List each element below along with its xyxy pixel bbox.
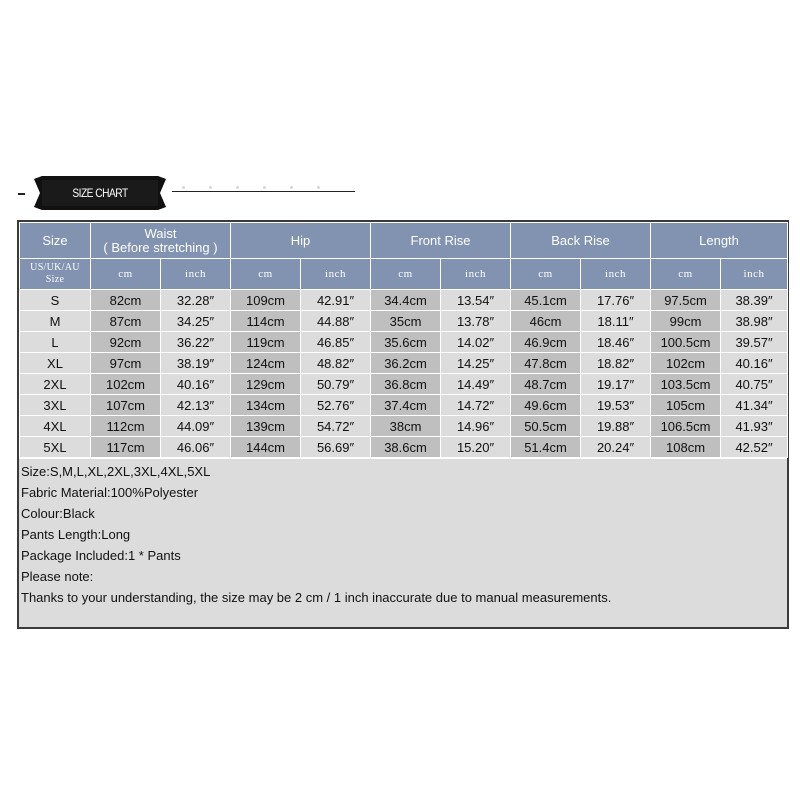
header-length: Length [651,223,788,259]
cell-waist-cm: 82cm [91,290,161,311]
table-row [20,395,788,416]
cell-front-rise-cm: 35cm [371,311,441,332]
cell-length-inch: 41.93″ [721,416,788,437]
cell-waist-inch: 42.13″ [161,395,231,416]
cell-hip-cm: 114cm [231,311,301,332]
cell-length-inch: 40.75″ [721,374,788,395]
table-row [20,353,788,374]
cell-hip-inch: 52.76″ [301,395,371,416]
header-waist [91,223,231,259]
cell-waist-cm: 87cm [91,311,161,332]
cell-front-rise-inch: 14.96″ [441,416,511,437]
cell-front-rise-inch: 14.25″ [441,353,511,374]
table-row [20,374,788,395]
cell-back-rise-cm: 50.5cm [511,416,581,437]
note-line: Fabric Material:100%Polyester [21,485,199,500]
cell-back-rise-cm: 48.7cm [511,374,581,395]
cell-length-inch: 39.57″ [721,332,788,353]
subheader-region: US/UK/AU Size [20,259,91,290]
note-line: Please note: [21,569,94,584]
cell-hip-cm: 129cm [231,374,301,395]
cell-back-rise-cm: 51.4cm [511,437,581,458]
cell-waist-cm: 92cm [91,332,161,353]
cell-back-rise-cm: 47.8cm [511,353,581,374]
cell-back-rise-inch: 20.24″ [581,437,651,458]
cell-length-cm: 102cm [651,353,721,374]
cell-length-cm: 103.5cm [651,374,721,395]
cell-back-rise-inch: 19.88″ [581,416,651,437]
cell-length-cm: 105cm [651,395,721,416]
banner-title: SIZE CHART [72,186,128,200]
note-line: Colour:Black [21,506,95,521]
cell-front-rise-inch: 14.49″ [441,374,511,395]
cell-back-rise-inch: 17.76″ [581,290,651,311]
banner-tag [34,176,166,210]
cell-hip-inch: 48.82″ [301,353,371,374]
cell-hip-inch: 50.79″ [301,374,371,395]
cell-front-rise-cm: 35.6cm [371,332,441,353]
table-row [20,437,788,458]
cell-hip-cm: 119cm [231,332,301,353]
subheader-front-rise-cm: cm [371,259,441,290]
size-label-cell: 3XL [20,395,91,416]
cell-front-rise-cm: 36.2cm [371,353,441,374]
table-row [20,311,788,332]
note-line: Size:S,M,L,XL,2XL,3XL,4XL,5XL [21,464,211,479]
cell-waist-cm: 117cm [91,437,161,458]
subheader-hip-cm: cm [231,259,301,290]
banner-dots [182,176,352,180]
header-waist-label: Waist [144,225,177,241]
cell-back-rise-inch: 18.82″ [581,353,651,374]
product-notes [19,458,787,627]
cell-length-inch: 41.34″ [721,395,788,416]
cell-back-rise-inch: 18.46″ [581,332,651,353]
note-line: Package Included:1 * Pants [21,548,181,563]
cell-front-rise-cm: 37.4cm [371,395,441,416]
cell-front-rise-inch: 14.02″ [441,332,511,353]
subheader-front-rise-inch: inch [441,259,511,290]
cell-back-rise-cm: 46cm [511,311,581,332]
note-line: Thanks to your understanding, the size may be 2 cm / 1 inch inaccurate due to manual measurements. [21,590,612,605]
banner-tick [18,193,25,195]
cell-waist-inch: 34.25″ [161,311,231,332]
cell-waist-cm: 107cm [91,395,161,416]
subheader-back-rise-cm: cm [511,259,581,290]
subheader-waist-cm: cm [91,259,161,290]
cell-length-inch: 42.52″ [721,437,788,458]
cell-hip-cm: 134cm [231,395,301,416]
size-table [19,222,788,458]
size-label-cell: 2XL [20,374,91,395]
table-row [20,290,788,311]
subheader-length-inch: inch [721,259,788,290]
cell-waist-cm: 112cm [91,416,161,437]
cell-waist-cm: 102cm [91,374,161,395]
cell-front-rise-cm: 38.6cm [371,437,441,458]
cell-hip-inch: 54.72″ [301,416,371,437]
cell-hip-inch: 42.91″ [301,290,371,311]
subheader-back-rise-inch: inch [581,259,651,290]
cell-hip-cm: 144cm [231,437,301,458]
size-label-cell: S [20,290,91,311]
subheader-waist-inch: inch [161,259,231,290]
size-label-cell: M [20,311,91,332]
cell-back-rise-inch: 18.11″ [581,311,651,332]
cell-waist-inch: 46.06″ [161,437,231,458]
cell-length-cm: 99cm [651,311,721,332]
size-label-cell: L [20,332,91,353]
cell-front-rise-inch: 13.54″ [441,290,511,311]
cell-front-rise-cm: 34.4cm [371,290,441,311]
cell-hip-cm: 124cm [231,353,301,374]
header-waist-sub: ( Before stretching ) [103,239,218,255]
cell-waist-inch: 44.09″ [161,416,231,437]
cell-waist-inch: 40.16″ [161,374,231,395]
table-row [20,416,788,437]
subheader-row [20,259,788,290]
cell-front-rise-inch: 14.72″ [441,395,511,416]
cell-back-rise-cm: 46.9cm [511,332,581,353]
header-size: Size [20,223,91,259]
cell-hip-cm: 139cm [231,416,301,437]
cell-front-rise-cm: 36.8cm [371,374,441,395]
cell-length-inch: 38.98″ [721,311,788,332]
cell-length-inch: 40.16″ [721,353,788,374]
cell-length-cm: 108cm [651,437,721,458]
size-label-cell: 5XL [20,437,91,458]
header-front-rise: Front Rise [371,223,511,259]
cell-hip-inch: 56.69″ [301,437,371,458]
size-label-cell: 4XL [20,416,91,437]
size-label-cell: XL [20,353,91,374]
cell-waist-inch: 36.22″ [161,332,231,353]
subheader-hip-inch: inch [301,259,371,290]
cell-waist-inch: 38.19″ [161,353,231,374]
cell-hip-inch: 44.88″ [301,311,371,332]
size-chart-banner [14,176,359,210]
cell-front-rise-inch: 15.20″ [441,437,511,458]
cell-length-cm: 100.5cm [651,332,721,353]
cell-length-cm: 106.5cm [651,416,721,437]
table-row [20,332,788,353]
cell-waist-cm: 97cm [91,353,161,374]
cell-back-rise-inch: 19.17″ [581,374,651,395]
header-row [20,223,788,259]
note-line: Pants Length:Long [21,527,131,542]
cell-waist-inch: 32.28″ [161,290,231,311]
cell-front-rise-cm: 38cm [371,416,441,437]
size-chart [17,220,789,629]
cell-back-rise-cm: 45.1cm [511,290,581,311]
header-back-rise: Back Rise [511,223,651,259]
cell-front-rise-inch: 13.78″ [441,311,511,332]
cell-back-rise-cm: 49.6cm [511,395,581,416]
cell-length-cm: 97.5cm [651,290,721,311]
cell-length-inch: 38.39″ [721,290,788,311]
subheader-length-cm: cm [651,259,721,290]
header-hip: Hip [231,223,371,259]
cell-hip-cm: 109cm [231,290,301,311]
cell-hip-inch: 46.85″ [301,332,371,353]
banner-rule [172,191,355,192]
cell-back-rise-inch: 19.53″ [581,395,651,416]
